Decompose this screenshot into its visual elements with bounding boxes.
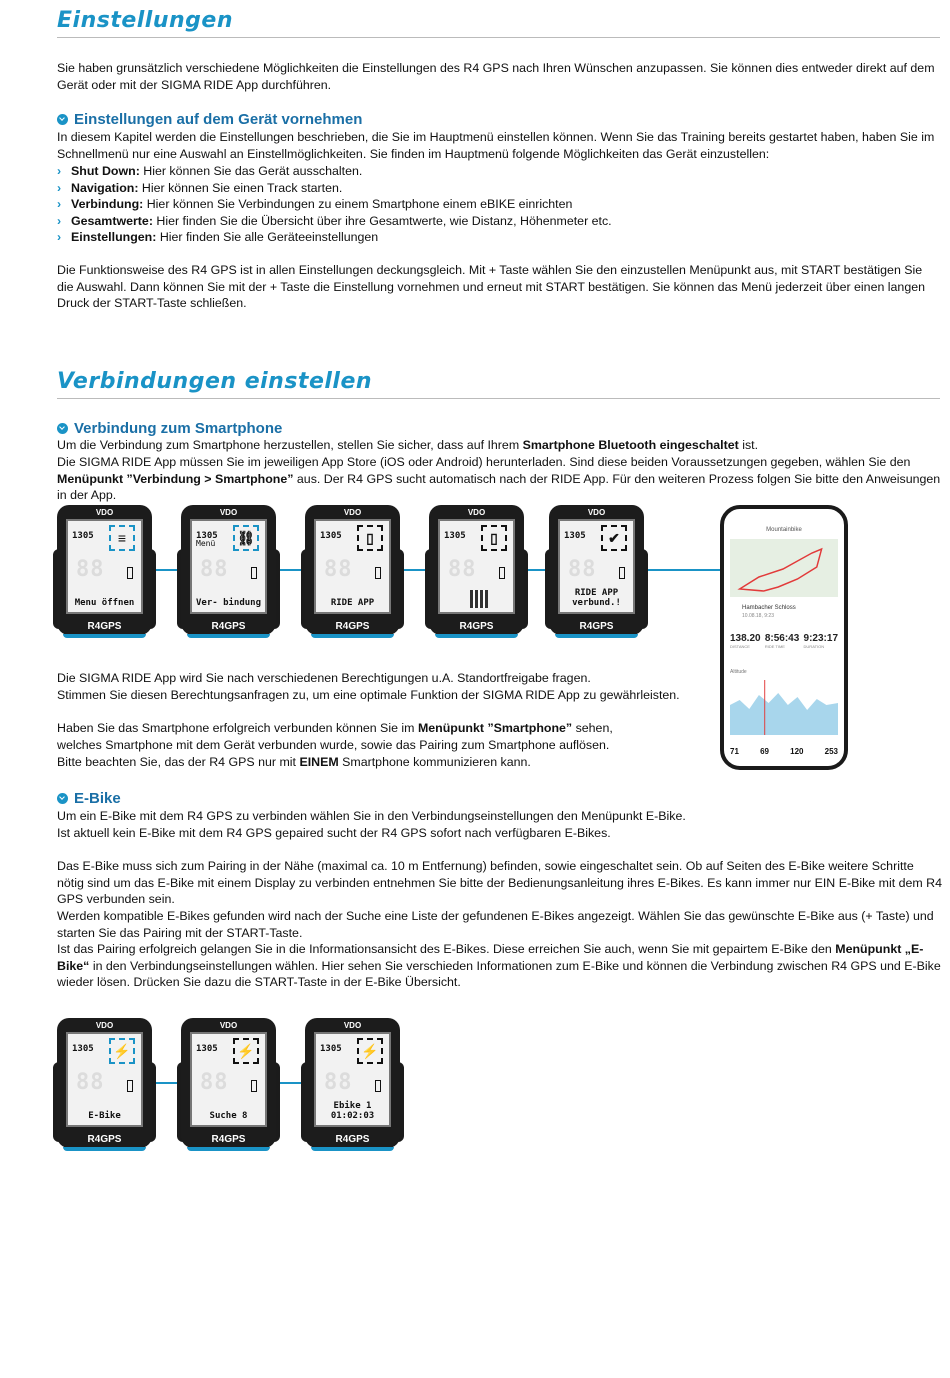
altitude-chart: Altitude — [730, 669, 838, 739]
device-model: R4GPS — [579, 621, 614, 632]
ebike-paragraph-1: Um ein E-Bike mit dem R4 GPS zu verbinden wählen Sie in den Verbindungseinstellungen den Menüpunkt E-Bike. — [57, 809, 686, 823]
device-ebike-1 — [305, 1018, 400, 1148]
list-item — [57, 213, 612, 230]
intro-paragraph: Sie haben grunsätzlich verschiedene Möglichkeiten die Einstellungen des R4 GPS nach Ihren Wünschen anzupassen. Sie können dies entweder direkt auf dem Gerät oder mit der SIGMA RIDE App durchführen. — [57, 61, 935, 92]
device-label: RIDE APP — [330, 598, 375, 608]
lightning-icon: ⚡ — [233, 1038, 259, 1064]
device-brand: VDO — [343, 1021, 362, 1030]
device-label: Menu öffnen — [74, 598, 135, 608]
device-time: 1305 — [72, 1044, 94, 1054]
device-small-label: Menü — [196, 539, 216, 548]
device-model: R4GPS — [87, 1134, 122, 1145]
device-model: R4GPS — [87, 621, 122, 632]
device-qr — [429, 505, 524, 635]
map-view — [730, 539, 838, 597]
battery-icon — [619, 567, 625, 579]
list-item — [57, 196, 612, 213]
device-label: Ebike 1 01:02:03 — [330, 1101, 375, 1121]
place-name: Hambacher Schloss — [742, 605, 796, 611]
smartphone-icon: ▯ — [357, 525, 383, 551]
check-bullet-icon — [57, 423, 68, 434]
device-time: 1305 — [196, 1044, 218, 1054]
device-label: Suche 8 — [209, 1111, 248, 1121]
list-desc: Hier können Sie das Gerät ausschalten. — [139, 164, 363, 178]
ebike-paragraph-4: Werden kompatible E-Bikes gefunden wird nach der Suche eine Liste der gefundenen E-Bikes angezeigt. Wählen Sie das gewünschte E-Bike aus (+ Taste) und starten Sie das Pairing mit der START-Taste. — [57, 909, 934, 940]
battery-icon — [251, 1080, 257, 1092]
device-screen: 1305 ⚡ 88 Ebike 1 01:02:03 — [314, 1032, 391, 1127]
list-desc: Hier können Sie einen Track starten. — [138, 180, 343, 195]
device-screen: 1305 ≡ 88 Menu öffnen — [66, 519, 143, 614]
list-desc: Hier finden Sie alle Geräteeinstellungen — [156, 230, 379, 245]
chevron-right-icon: › — [57, 213, 62, 228]
device-model: R4GPS — [335, 621, 370, 632]
device-ride-app-verbunden — [549, 505, 644, 635]
list-term: Navigation: — [71, 180, 139, 195]
battery-icon — [499, 567, 505, 579]
menu-options-list — [57, 163, 612, 246]
ebike-paragraph-3: Das E-Bike muss sich zum Pairing in der Nähe (maximal ca. 10 m Entfernung) befinden, sowie eingeschaltet sein. Ob auf Seiten des E-Bike weitere Schritte nötig sind um das E-Bike mit einem Display zu verbinden entnehmen Sie bitte der Bedienungsanleitung ihres E-Bikes. Es kann immer nur EIN E-Bike mit dem R4 GPS verbunden sein. — [57, 859, 942, 907]
battery-icon — [127, 567, 133, 579]
device-brand: VDO — [343, 508, 362, 517]
device-time: 1305 — [196, 531, 218, 541]
device-model: R4GPS — [459, 621, 494, 632]
qr-code-icon — [470, 590, 488, 608]
place-date: 10.08.18, 9:23 — [742, 613, 774, 619]
device-label: Ver- bindung — [195, 598, 262, 608]
permissions-paragraph-2: Stimmen Sie diesen Berechtungsanfragen zu, um eine optimale Funktion der SIGMA RIDE App zu gewährleisten. — [57, 688, 680, 702]
app-title: Mountainbike — [766, 527, 802, 533]
device-model: R4GPS — [211, 621, 246, 632]
device-suche — [181, 1018, 276, 1148]
device-brand: VDO — [95, 1021, 114, 1030]
subheading-label: E-Bike — [74, 790, 121, 807]
connected-paragraph-1: Haben Sie das Smartphone erfolgreich verbunden können Sie im Menüpunkt ”Smartphone” sehen, — [57, 721, 613, 735]
device-time: 1305 — [72, 531, 94, 541]
section-rule — [57, 37, 940, 38]
chevron-right-icon: › — [57, 180, 62, 195]
lightning-icon: ⚡ — [357, 1038, 383, 1064]
battery-icon — [127, 1080, 133, 1092]
device-brand: VDO — [219, 1021, 238, 1030]
permissions-paragraph-1: Die SIGMA RIDE App wird Sie nach verschiedenen Berechtigungen u.A. Standortfreigabe fragen. — [57, 671, 591, 685]
chevron-right-icon: › — [57, 164, 62, 178]
battery-icon — [375, 1080, 381, 1092]
list-desc: Hier finden Sie die Übersicht über ihre Gesamtwerte, wie Distanz, Höhenmeter etc. — [152, 213, 612, 228]
check-bullet-icon — [57, 114, 68, 125]
smartphone-app-screenshot — [720, 505, 848, 770]
stat-ride-time: 8:56:43 RIDE TIME — [764, 633, 800, 649]
ebike-paragraph-5: Ist das Pairing erfolgreich gelangen Sie in die Informationsansicht des E-Bikes. Diese erreichen Sie auch, wenn Sie mit gepairtem E-Bike den Menüpunkt „E-Bike“ in den Verbindungseinstellungen wählen. Hier sehen Sie verschieden Informationen zum E-Bike und können die Verbindung zwischen R4 GPS und E-Bike wieder lösen. Drücken Sie dazu die START-Taste in der E-Bike Übersicht. — [57, 942, 941, 990]
connected-paragraph-2: welches Smartphone mit dem Gerät verbunden wurde, sowie das Pairing zum Smartphone auflösen. — [57, 738, 610, 752]
device-ride-app — [305, 505, 400, 635]
device-time: 1305 — [564, 531, 586, 541]
device-model: R4GPS — [335, 1134, 370, 1145]
device-screen: 1305 Menü ⛓ 88 Ver- bindung — [190, 519, 267, 614]
device-verbindung — [181, 505, 276, 635]
device-label: RIDE APP verbund.! — [572, 588, 621, 608]
subheading-geraet — [57, 111, 362, 128]
menu-icon: ≡ — [109, 525, 135, 551]
device-screen: 1305 ▯ 88 — [438, 519, 515, 614]
device-time: 1305 — [320, 531, 342, 541]
list-item — [57, 180, 612, 197]
link-icon: ⛓ — [233, 525, 259, 551]
device-screen: 1305 ▯ 88 RIDE APP — [314, 519, 391, 614]
list-item — [57, 163, 612, 180]
subheading-smartphone — [57, 420, 282, 437]
battery-icon — [375, 567, 381, 579]
list-term: Einstellungen: — [71, 230, 157, 245]
connector-line — [642, 569, 720, 571]
subheading-label: Einstellungen auf dem Gerät vornehmen — [74, 111, 363, 128]
device-screen: 1305 ⚡ 88 Suche 8 — [190, 1032, 267, 1127]
chevron-right-icon: › — [57, 230, 62, 245]
device-time: 1305 — [320, 1044, 342, 1054]
stat-distance: 138.20 DISTANCE — [730, 633, 761, 649]
device-label: E-Bike — [88, 1111, 121, 1121]
device-time: 1305 — [444, 531, 466, 541]
ebike-paragraph-2: Ist aktuell kein E-Bike mit dem R4 GPS gepaired sucht der R4 GPS sofort nach verfügbaren E-Bikes. — [57, 826, 611, 840]
section-title-verbindungen: Verbindungen einstellen — [57, 369, 373, 394]
list-term: Verbindung: — [71, 197, 144, 212]
lightning-icon: ⚡ — [109, 1038, 135, 1064]
device-screen: 1305 ⚡ 88 E-Bike — [66, 1032, 143, 1127]
section-title-einstellungen: Einstellungen — [57, 8, 234, 33]
stats-row — [730, 633, 838, 649]
check-bullet-icon — [57, 793, 68, 804]
list-item — [57, 229, 612, 246]
smartphone-paragraph-2: Die SIGMA RIDE App müssen Sie im jeweiligen App Store (iOS oder Android) herunterladen. Sind diese beiden Voraussetzungen gegeben, wählen Sie den Menüpunkt ”Verbindung > Smartphone” aus. Der R4 GPS sucht automatisch nach der RIDE App. Für den weiteren Prozess folgen Sie bitte den Anweisungen in der App. — [57, 455, 941, 503]
device-brand: VDO — [95, 508, 114, 517]
list-desc: Hier können Sie Verbindungen zu einem Smartphone einem eBIKE einrichten — [143, 197, 573, 212]
list-term: Gesamtwerte: — [71, 213, 153, 228]
smartphone-icon: ▯ — [481, 525, 507, 551]
device-brand: VDO — [467, 508, 486, 517]
closing-paragraph: Die Funktionsweise des R4 GPS ist in allen Einstellungen deckungsgleich. Mit + Taste wählen Sie den einzustellen Menüpunkt aus, mit START bestätigen Sie die Auswahl. Dann können Sie mit der + Taste die Einstellung vornehmen und erneut mit START bestätigen. Sie können das Menü jederzeit über einen langen Druck der START-Taste schließen. — [57, 263, 926, 311]
list-term: Shut Down: — [71, 164, 140, 178]
connected-paragraph-3: Bitte beachten Sie, das der R4 GPS nur mit EINEM Smartphone kommunizieren kann. — [57, 755, 531, 769]
geraet-paragraph: In diesem Kapitel werden die Einstellungen beschrieben, die Sie im Hauptmenü einstellen können. Wenn Sie das Training bereits gestartet haben, haben Sie im Schnellmenü nur eine Auswahl an Einstellmöglichkeiten. Sie finden im Hauptmenü folgende Möglichkeiten das Gerät einzustellen: — [57, 130, 935, 161]
device-screen: 1305 ✔ 88 RIDE APP verbund.! — [558, 519, 635, 614]
section-rule — [57, 398, 940, 399]
battery-icon — [251, 567, 257, 579]
check-icon: ✔ — [601, 525, 627, 551]
subheading-label: Verbindung zum Smartphone — [74, 420, 283, 437]
bottom-stats: 71 69 120 253 — [730, 747, 838, 756]
device-model: R4GPS — [211, 1134, 246, 1145]
device-brand: VDO — [587, 508, 606, 517]
device-menu-oeffnen — [57, 505, 152, 635]
subheading-ebike — [57, 790, 121, 807]
stat-duration: 9:23:17 DURATION — [803, 633, 838, 649]
chevron-right-icon: › — [57, 197, 62, 212]
device-brand: VDO — [219, 508, 238, 517]
device-ebike — [57, 1018, 152, 1148]
smartphone-paragraph-1: Um die Verbindung zum Smartphone herzustellen, stellen Sie sicher, dass auf Ihrem Smartphone Bluetooth eingeschaltet ist. — [57, 438, 759, 452]
